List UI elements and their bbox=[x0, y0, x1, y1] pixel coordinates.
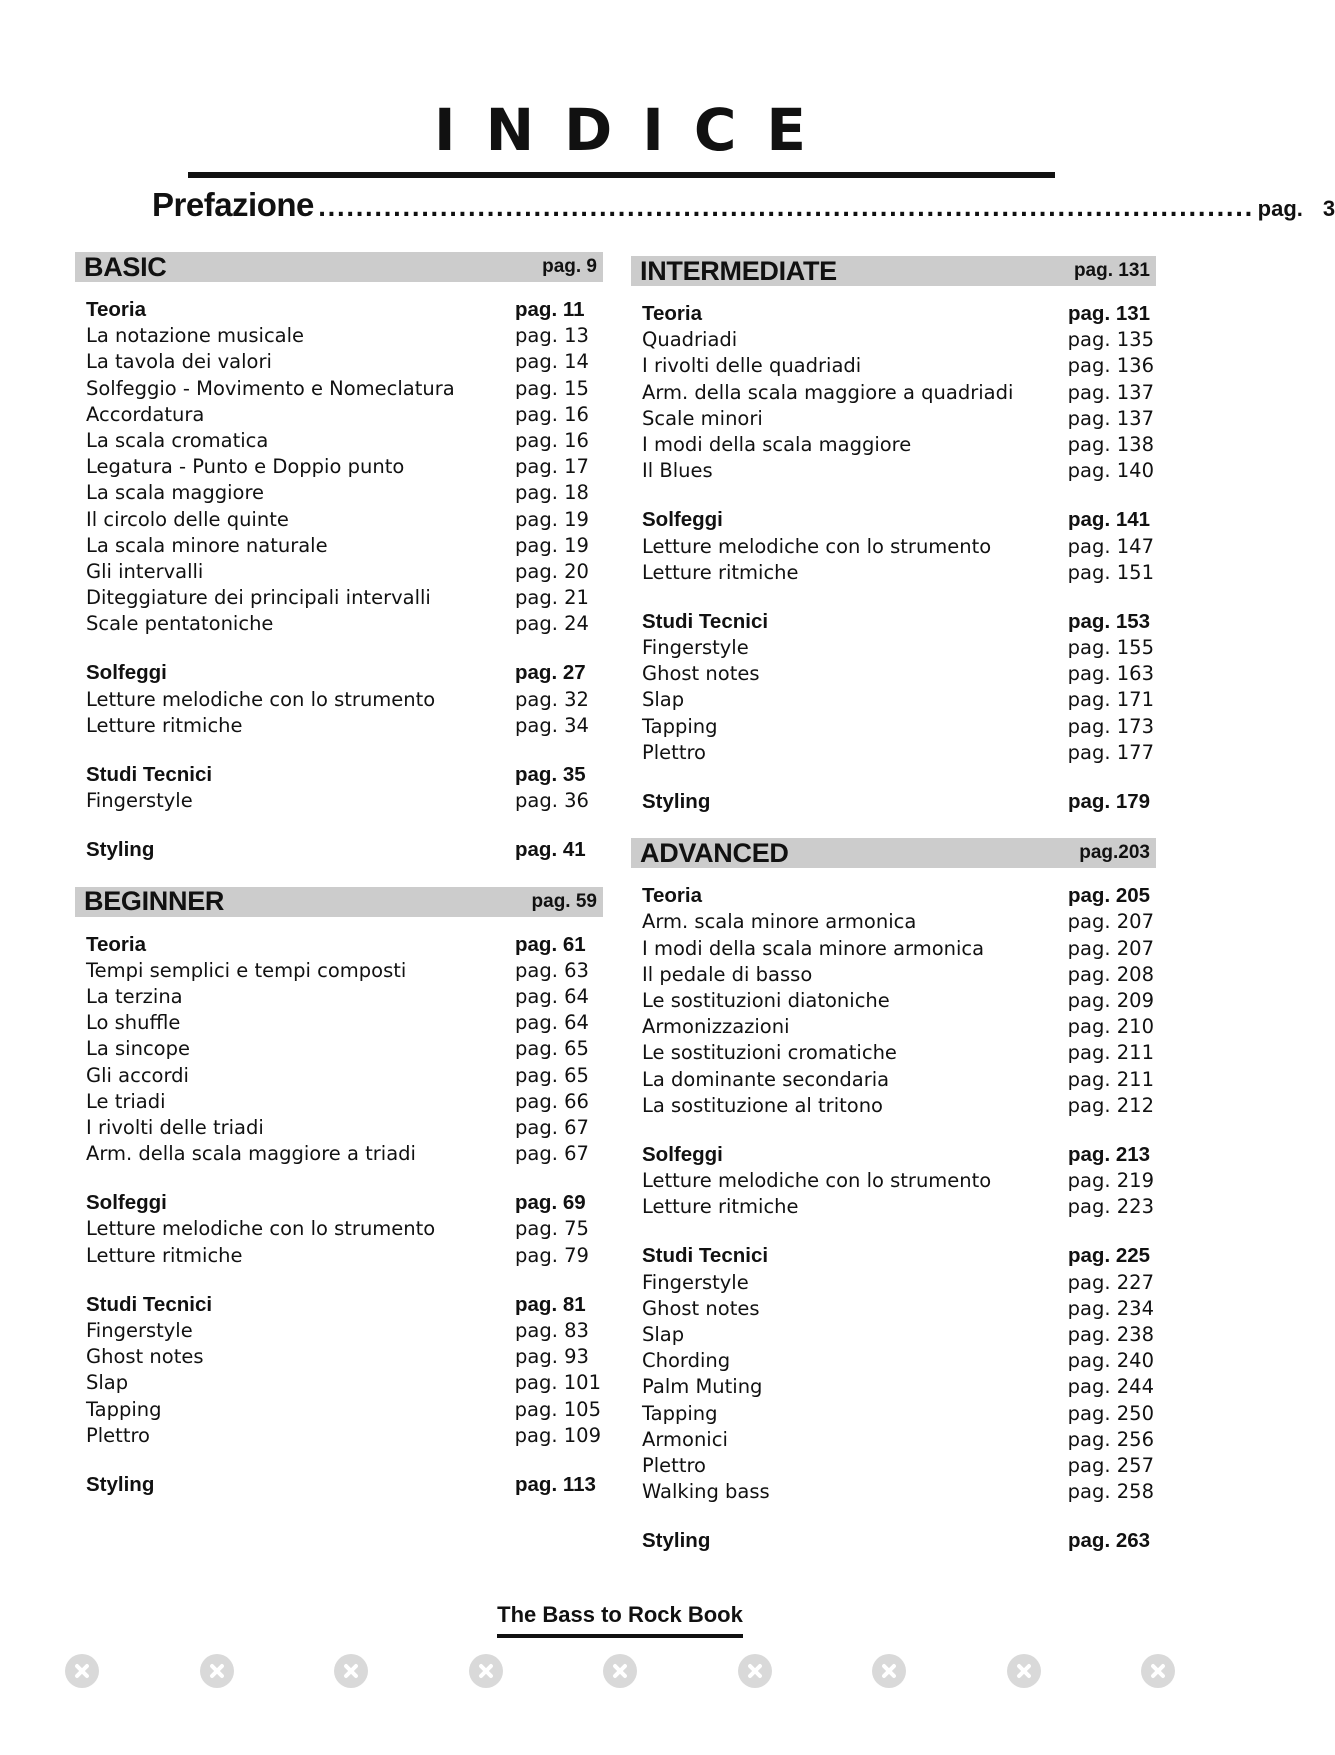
entry-page: pag. 234 bbox=[1067, 1296, 1154, 1320]
entry-page: pag. 113 bbox=[515, 1472, 596, 1496]
entry-label: Solfeggio - Movimento e Nomeclatura bbox=[86, 376, 455, 400]
entry-label: Slap bbox=[86, 1371, 129, 1395]
entry-label: Slap bbox=[642, 1323, 685, 1346]
section-page: pag. 131 bbox=[1073, 260, 1150, 281]
toc-entry[interactable] bbox=[642, 1296, 1154, 1322]
toc-entry[interactable] bbox=[642, 534, 1154, 560]
entry-group bbox=[631, 1142, 1156, 1221]
entry-page: pag. 34 bbox=[515, 713, 589, 737]
toc-entry[interactable] bbox=[642, 1427, 1154, 1453]
entry-page: pag. 225 bbox=[1068, 1244, 1151, 1268]
toc-entry[interactable] bbox=[86, 323, 601, 349]
toc-entry[interactable] bbox=[86, 1318, 601, 1344]
entry-label: Solfeggi bbox=[642, 508, 723, 532]
binding-holes bbox=[65, 1654, 1175, 1688]
entry-group bbox=[75, 660, 603, 739]
entry-page: pag. 75 bbox=[515, 1217, 589, 1241]
entry-page: pag. 21 bbox=[515, 586, 589, 610]
entry-page: pag. 263 bbox=[1068, 1529, 1151, 1553]
toc-entry[interactable] bbox=[86, 507, 601, 533]
entry-label: Il Blues bbox=[642, 459, 713, 483]
entry-page: pag. 223 bbox=[1067, 1195, 1154, 1219]
toc-entry[interactable] bbox=[86, 559, 601, 585]
entry-label: Il circolo delle quinte bbox=[86, 507, 289, 531]
x-circle-icon bbox=[1007, 1654, 1041, 1688]
entry-label: Tapping bbox=[642, 1401, 718, 1425]
toc-entry[interactable] bbox=[86, 376, 601, 402]
entry-label: Styling bbox=[642, 790, 711, 813]
toc-entry[interactable] bbox=[642, 1270, 1154, 1296]
page-title: INDICE bbox=[433, 96, 837, 164]
entry-label: Arm. della scala maggiore a quadriadi bbox=[642, 380, 1014, 404]
entry-page: pag. 93 bbox=[515, 1345, 589, 1369]
entry-label: Fingerstyle bbox=[86, 1319, 193, 1342]
entry-label: Tapping bbox=[86, 1397, 162, 1421]
entry-page: pag. 238 bbox=[1067, 1323, 1154, 1346]
entry-page: pag. 66 bbox=[515, 1089, 589, 1113]
chapter-heading[interactable] bbox=[642, 1142, 1154, 1168]
chapter-heading[interactable] bbox=[86, 932, 601, 958]
toc-entry[interactable] bbox=[642, 432, 1154, 458]
entry-group bbox=[631, 1243, 1156, 1505]
toc-entry[interactable] bbox=[86, 687, 601, 713]
entry-group bbox=[631, 609, 1156, 766]
toc-entry[interactable] bbox=[86, 349, 601, 375]
entry-label: Tapping bbox=[642, 714, 718, 738]
entry-page: pag. 137 bbox=[1067, 380, 1154, 404]
entry-label: Teoria bbox=[642, 884, 702, 908]
toc-entry[interactable] bbox=[642, 560, 1154, 586]
entry-label: La scala cromatica bbox=[86, 428, 269, 452]
entry-page: pag. 41 bbox=[515, 838, 586, 862]
entry-label: Le sostituzioni diatoniche bbox=[642, 988, 890, 1012]
entry-page: pag. 83 bbox=[515, 1319, 589, 1342]
x-circle-icon bbox=[872, 1654, 906, 1688]
entry-page: pag. 155 bbox=[1067, 636, 1154, 660]
toc-entry[interactable] bbox=[86, 480, 601, 506]
chapter-heading[interactable] bbox=[86, 1292, 601, 1318]
entry-label: La notazione musicale bbox=[86, 324, 305, 348]
right-column bbox=[631, 256, 1156, 1578]
entry-group bbox=[631, 883, 1156, 1119]
toc-entry[interactable] bbox=[86, 1216, 601, 1242]
entry-page: pag. 257 bbox=[1067, 1453, 1154, 1477]
entry-label: La sostituzione al tritono bbox=[642, 1093, 883, 1117]
entry-page: pag. 105 bbox=[514, 1397, 601, 1421]
section-advanced bbox=[631, 838, 1156, 1554]
entry-group bbox=[75, 837, 603, 863]
entry-label: La terzina bbox=[86, 984, 183, 1008]
entry-label: I rivolti delle quadriadi bbox=[642, 354, 862, 378]
x-circle-icon bbox=[469, 1654, 503, 1688]
entry-page: pag. 65 bbox=[515, 1037, 589, 1061]
entry-page: pag. 131 bbox=[1068, 302, 1151, 325]
entry-group bbox=[631, 1528, 1156, 1554]
entry-label: Studi Tecnici bbox=[642, 1244, 769, 1268]
entry-page: pag. 81 bbox=[515, 1292, 586, 1316]
x-circle-icon bbox=[1141, 1654, 1175, 1688]
toc-entry[interactable] bbox=[642, 1067, 1154, 1093]
chapter-heading[interactable] bbox=[86, 1190, 601, 1216]
toc-entry[interactable] bbox=[642, 380, 1154, 406]
entry-label: Arm. scala minore armonica bbox=[642, 910, 917, 934]
entry-page: pag. 138 bbox=[1067, 432, 1154, 456]
entry-page: pag. 136 bbox=[1067, 354, 1154, 378]
toc-entry[interactable] bbox=[642, 1479, 1154, 1505]
entry-label: Teoria bbox=[86, 298, 146, 321]
entry-label: Solfeggi bbox=[86, 1191, 167, 1215]
preface-label: Prefazione bbox=[152, 186, 314, 223]
entry-page: pag. 227 bbox=[1067, 1270, 1154, 1294]
entry-label: Ghost notes bbox=[86, 1345, 204, 1369]
entry-label: Solfeggi bbox=[642, 1142, 723, 1166]
dot-leader: .................................................................................................... bbox=[317, 197, 1254, 222]
entry-page: pag. 24 bbox=[515, 612, 589, 636]
chapter-heading[interactable] bbox=[86, 837, 601, 863]
entry-page: pag. 64 bbox=[515, 1011, 589, 1035]
entry-page: pag. 211 bbox=[1067, 1067, 1154, 1091]
entry-label: Fingerstyle bbox=[642, 1270, 749, 1294]
entry-label: Letture melodiche con lo strumento bbox=[642, 534, 992, 558]
entry-page: pag. 258 bbox=[1067, 1480, 1154, 1504]
entry-label: Styling bbox=[86, 838, 155, 862]
entry-label: Chording bbox=[642, 1349, 731, 1373]
entry-group bbox=[75, 1190, 603, 1269]
entry-page: pag. 163 bbox=[1067, 662, 1154, 686]
title-rule bbox=[188, 172, 1055, 178]
chapter-heading[interactable] bbox=[642, 1528, 1154, 1554]
entry-page: pag. 35 bbox=[515, 763, 586, 786]
x-circle-icon bbox=[200, 1654, 234, 1688]
entry-group bbox=[75, 1472, 603, 1498]
toc-entry[interactable] bbox=[86, 533, 601, 559]
entry-label: Gli accordi bbox=[86, 1063, 189, 1087]
section-header[interactable] bbox=[631, 838, 1156, 868]
entry-label: Letture melodiche con lo strumento bbox=[86, 687, 436, 711]
entry-label: Plettro bbox=[86, 1423, 150, 1447]
entry-page: pag. 79 bbox=[515, 1243, 589, 1267]
toc-entry[interactable] bbox=[86, 713, 601, 739]
entry-label: Tempi semplici e tempi composti bbox=[86, 958, 407, 982]
entry-label: Diteggiature dei principali intervalli bbox=[86, 586, 431, 610]
toc-entry[interactable] bbox=[642, 687, 1154, 713]
entry-page: pag. 177 bbox=[1067, 740, 1154, 764]
entry-label: La tavola dei valori bbox=[86, 350, 272, 374]
entry-page: pag. 205 bbox=[1068, 884, 1151, 908]
entry-label: Teoria bbox=[642, 302, 702, 325]
entry-label: Letture ritmiche bbox=[86, 1243, 243, 1267]
entry-label: La sincope bbox=[86, 1037, 190, 1061]
entry-label: Plettro bbox=[642, 1453, 706, 1477]
chapter-heading[interactable] bbox=[642, 1243, 1154, 1269]
preface-page-number: 3 bbox=[1322, 196, 1335, 221]
entry-page: pag. 14 bbox=[515, 350, 589, 374]
entry-page: pag. 17 bbox=[515, 455, 589, 479]
entry-page: pag. 250 bbox=[1067, 1401, 1154, 1425]
entry-label: Accordatura bbox=[86, 402, 205, 426]
entry-page: pag. 16 bbox=[515, 402, 589, 426]
entry-label: Ghost notes bbox=[642, 662, 760, 686]
toc-entry[interactable] bbox=[86, 402, 601, 428]
x-circle-icon bbox=[603, 1654, 637, 1688]
entry-page: pag. 207 bbox=[1067, 936, 1154, 960]
toc-entry[interactable] bbox=[642, 1093, 1154, 1119]
entry-label: Studi Tecnici bbox=[642, 609, 769, 633]
chapter-heading[interactable] bbox=[642, 301, 1154, 327]
entry-page: pag. 63 bbox=[515, 958, 589, 982]
toc-entry[interactable] bbox=[642, 936, 1154, 962]
chapter-heading[interactable] bbox=[86, 762, 601, 788]
entry-page: pag. 140 bbox=[1067, 459, 1154, 483]
toc-entry[interactable] bbox=[642, 1348, 1154, 1374]
entry-page: pag. 207 bbox=[1067, 910, 1154, 934]
entry-page: pag. 64 bbox=[515, 984, 589, 1008]
entry-label: Letture melodiche con lo strumento bbox=[86, 1217, 436, 1241]
entry-page: pag. 19 bbox=[515, 533, 589, 557]
entry-page: pag. 179 bbox=[1068, 790, 1151, 813]
toc-entry[interactable] bbox=[642, 740, 1154, 766]
entry-label: Letture melodiche con lo strumento bbox=[642, 1169, 992, 1193]
preface-pag: pag. bbox=[1257, 196, 1303, 221]
entry-label: Teoria bbox=[86, 932, 146, 956]
chapter-heading[interactable] bbox=[642, 507, 1154, 533]
footer-book-title: The Bass to Rock Book bbox=[497, 1602, 743, 1627]
toc-entry[interactable] bbox=[642, 714, 1154, 740]
entry-page: pag. 15 bbox=[515, 376, 589, 400]
toc-entry[interactable] bbox=[86, 1397, 601, 1423]
toc-entry[interactable] bbox=[642, 1014, 1154, 1040]
entry-page: pag. 153 bbox=[1068, 609, 1151, 633]
chapter-heading[interactable] bbox=[86, 1472, 601, 1498]
toc-entry[interactable] bbox=[642, 661, 1154, 687]
toc-entry[interactable] bbox=[86, 585, 601, 611]
entry-label: Armonizzazioni bbox=[642, 1015, 790, 1039]
entry-group bbox=[75, 1292, 603, 1449]
entry-label: Gli intervalli bbox=[86, 559, 204, 583]
entry-label: Studi Tecnici bbox=[86, 763, 213, 786]
toc-entry[interactable] bbox=[86, 984, 601, 1010]
preface-entry[interactable] bbox=[152, 186, 1335, 228]
toc-entry[interactable] bbox=[86, 1063, 601, 1089]
toc-entry[interactable] bbox=[86, 1089, 601, 1115]
entry-page: pag. 141 bbox=[1068, 508, 1151, 532]
entry-label: I modi della scala maggiore bbox=[642, 432, 912, 456]
toc-entry[interactable] bbox=[86, 1423, 601, 1449]
entry-page: pag. 208 bbox=[1067, 962, 1154, 986]
entry-page: pag. 67 bbox=[515, 1115, 589, 1139]
toc-entry[interactable] bbox=[86, 428, 601, 454]
chapter-heading[interactable] bbox=[642, 609, 1154, 635]
toc-entry[interactable] bbox=[642, 988, 1154, 1014]
entry-label: Styling bbox=[86, 1472, 155, 1496]
section-header[interactable] bbox=[631, 256, 1156, 286]
entry-page: pag. 151 bbox=[1067, 560, 1154, 584]
entry-group bbox=[631, 507, 1156, 586]
section-title: BASIC bbox=[84, 251, 167, 282]
entry-page: pag. 171 bbox=[1067, 688, 1154, 712]
entry-label: Scale minori bbox=[642, 406, 763, 430]
toc-entry[interactable] bbox=[86, 788, 601, 814]
entry-label: Letture ritmiche bbox=[86, 713, 243, 737]
toc-entry[interactable] bbox=[642, 1194, 1154, 1220]
x-circle-icon bbox=[65, 1654, 99, 1688]
entry-page: pag. 256 bbox=[1067, 1427, 1154, 1451]
section-header[interactable] bbox=[75, 887, 603, 917]
entry-page: pag. 20 bbox=[515, 559, 589, 583]
entry-group bbox=[75, 297, 603, 637]
chapter-heading[interactable] bbox=[86, 297, 601, 323]
toc-entry[interactable] bbox=[642, 353, 1154, 379]
toc-entry[interactable] bbox=[86, 454, 601, 480]
toc-entry[interactable] bbox=[642, 406, 1154, 432]
toc-entry[interactable] bbox=[86, 1344, 601, 1370]
entry-page: pag. 209 bbox=[1067, 988, 1154, 1012]
entry-label: I modi della scala minore armonica bbox=[642, 936, 985, 960]
entry-page: pag. 32 bbox=[515, 687, 589, 711]
toc-entry[interactable] bbox=[86, 1141, 601, 1167]
entry-page: pag. 69 bbox=[515, 1191, 586, 1215]
entry-label: Slap bbox=[642, 688, 685, 712]
entry-page: pag. 67 bbox=[515, 1142, 589, 1166]
toc-entry[interactable] bbox=[86, 1010, 601, 1036]
entry-label: Fingerstyle bbox=[642, 636, 749, 660]
left-column bbox=[75, 252, 603, 1521]
entry-label: Arm. della scala maggiore a triadi bbox=[86, 1142, 416, 1166]
entry-page: pag. 101 bbox=[514, 1371, 601, 1395]
entry-label: La dominante secondaria bbox=[642, 1067, 890, 1091]
section-title: BEGINNER bbox=[84, 886, 225, 917]
entry-page: pag. 173 bbox=[1067, 714, 1154, 738]
entry-label: Ghost notes bbox=[642, 1296, 760, 1320]
entry-label: Quadriadi bbox=[642, 328, 738, 352]
entry-label: Solfeggi bbox=[86, 661, 167, 685]
toc-entry[interactable] bbox=[642, 1040, 1154, 1066]
entry-label: I rivolti delle triadi bbox=[86, 1115, 264, 1139]
toc-entry[interactable] bbox=[642, 1374, 1154, 1400]
entry-page: pag. 13 bbox=[515, 324, 589, 348]
section-title: ADVANCED bbox=[640, 837, 789, 868]
entry-group bbox=[75, 932, 603, 1168]
entry-label: La scala minore naturale bbox=[86, 533, 328, 557]
toc-entry[interactable] bbox=[642, 1453, 1154, 1479]
entry-page: pag. 18 bbox=[515, 481, 589, 505]
entry-page: pag. 213 bbox=[1068, 1142, 1151, 1166]
footer-rule bbox=[497, 1634, 743, 1638]
toc-entry[interactable] bbox=[642, 327, 1154, 353]
entry-label: Il pedale di basso bbox=[642, 962, 813, 986]
entry-label: Studi Tecnici bbox=[86, 1292, 213, 1316]
entry-page: pag. 212 bbox=[1067, 1093, 1154, 1117]
section-beginner bbox=[75, 887, 603, 1499]
toc-entry[interactable] bbox=[86, 1243, 601, 1269]
entry-page: pag. 210 bbox=[1067, 1015, 1154, 1039]
toc-entry[interactable] bbox=[86, 1370, 601, 1396]
toc-entry[interactable] bbox=[86, 611, 601, 637]
entry-page: pag. 211 bbox=[1067, 1041, 1154, 1065]
section-page: pag. 59 bbox=[531, 890, 597, 912]
section-intermediate bbox=[631, 256, 1156, 815]
x-circle-icon bbox=[334, 1654, 368, 1688]
entry-label: Legatura - Punto e Doppio punto bbox=[86, 455, 405, 479]
entry-label: La scala maggiore bbox=[86, 481, 265, 505]
entry-label: Fingerstyle bbox=[86, 789, 193, 813]
section-basic bbox=[75, 252, 603, 864]
toc-entry[interactable] bbox=[642, 458, 1154, 484]
entry-page: pag. 137 bbox=[1067, 406, 1154, 430]
entry-label: Lo shuffle bbox=[86, 1011, 181, 1035]
entry-page: pag. 244 bbox=[1067, 1375, 1154, 1399]
entry-label: Scale pentatoniche bbox=[86, 612, 274, 636]
entry-label: Le sostituzioni cromatiche bbox=[642, 1041, 897, 1065]
section-header[interactable] bbox=[75, 252, 603, 282]
toc-entry[interactable] bbox=[86, 958, 601, 984]
chapter-heading[interactable] bbox=[86, 660, 601, 686]
entry-label: Letture ritmiche bbox=[642, 1195, 799, 1219]
entry-page: pag. 36 bbox=[515, 789, 589, 813]
entry-group bbox=[631, 301, 1156, 484]
entry-page: pag. 135 bbox=[1067, 328, 1154, 352]
toc-entry[interactable] bbox=[86, 1036, 601, 1062]
entry-page: pag. 27 bbox=[515, 661, 586, 685]
entry-label: Styling bbox=[642, 1529, 711, 1553]
chapter-heading[interactable] bbox=[642, 789, 1154, 815]
section-title: INTERMEDIATE bbox=[640, 255, 837, 286]
toc-entry[interactable] bbox=[642, 1401, 1154, 1427]
entry-label: Le triadi bbox=[86, 1089, 166, 1113]
entry-page: pag. 109 bbox=[514, 1423, 601, 1447]
entry-page: pag. 240 bbox=[1067, 1349, 1154, 1373]
entry-group bbox=[631, 789, 1156, 815]
entry-page: pag. 16 bbox=[515, 428, 589, 452]
x-circle-icon bbox=[738, 1654, 772, 1688]
entry-page: pag. 219 bbox=[1067, 1169, 1154, 1193]
chapter-heading[interactable] bbox=[642, 883, 1154, 909]
entry-page: pag. 11 bbox=[515, 298, 585, 321]
entry-label: Palm Muting bbox=[642, 1375, 763, 1399]
section-page: pag.203 bbox=[1079, 842, 1150, 864]
entry-label: Walking bass bbox=[642, 1480, 770, 1504]
entry-page: pag. 61 bbox=[515, 932, 586, 956]
toc-entry[interactable] bbox=[642, 1168, 1154, 1194]
entry-label: Letture ritmiche bbox=[642, 560, 799, 584]
entry-group bbox=[75, 762, 603, 814]
entry-page: pag. 19 bbox=[515, 507, 589, 531]
entry-page: pag. 147 bbox=[1067, 534, 1154, 558]
section-page: pag. 9 bbox=[542, 256, 597, 277]
toc-entry[interactable] bbox=[642, 962, 1154, 988]
entry-label: Plettro bbox=[642, 740, 706, 764]
toc-entry[interactable] bbox=[642, 1322, 1154, 1348]
toc-entry[interactable] bbox=[642, 635, 1154, 661]
toc-entry[interactable] bbox=[642, 909, 1154, 935]
entry-page: pag. 65 bbox=[515, 1063, 589, 1087]
toc-entry[interactable] bbox=[86, 1115, 601, 1141]
entry-label: Armonici bbox=[642, 1427, 728, 1451]
